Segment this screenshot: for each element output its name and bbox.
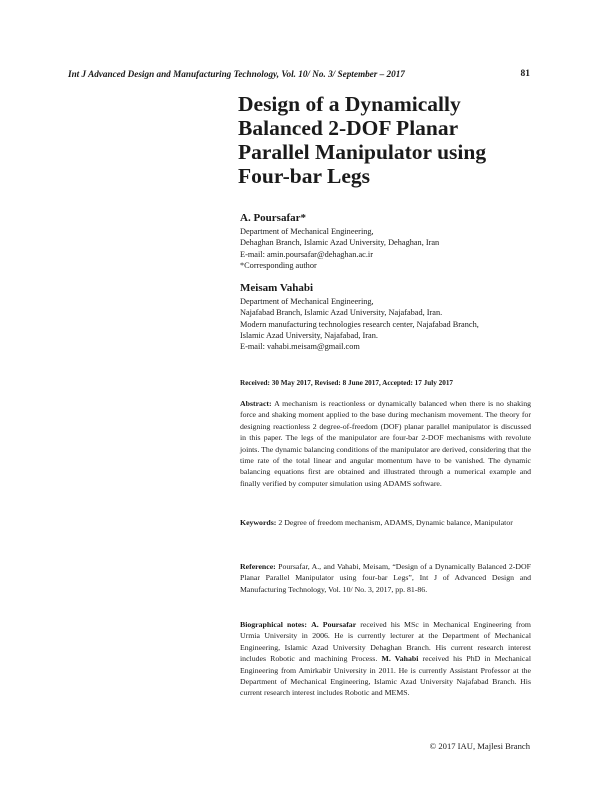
bio-label: Biographical notes: xyxy=(240,620,307,629)
title-line: Balanced 2-DOF Planar xyxy=(238,116,459,140)
affiliation-line: Najafabad Branch, Islamic Azad University, Najafabad, Iran. xyxy=(240,308,443,318)
biographical-notes xyxy=(240,619,531,699)
bio-author1-text: received his MSc in Mechanical Engineering from Urmia University in 2006. He is currently lecturer at the Department of Mechanical Engineering, Islamic Azad University Dehaghan Branch. His current research interest includes Robotic and machining Process. xyxy=(240,620,532,664)
reference-label: Reference: xyxy=(240,562,276,571)
corresponding-note: *Corresponding author xyxy=(240,260,317,270)
author-name: A. Poursafar* xyxy=(240,212,306,224)
copyright-footer: © 2017 IAU, Majlesi Branch xyxy=(429,741,530,751)
bio-author2-text: received his PhD in Mechanical Engineering from Amirkabir University in 2011. He is currently Assistant Professor at the Department of Mechanical Engineering, Islamic Azad University Najafabad Branch. His current research interest includes Robotic and MEMS. xyxy=(240,654,531,698)
abstract xyxy=(240,398,531,489)
keywords xyxy=(240,517,531,528)
keywords-text: 2 Degree of freedom mechanism, ADAMS, Dynamic balance, Manipulator xyxy=(278,518,513,527)
author-email: E-mail: vahabi.meisam@gmail.com xyxy=(240,342,360,352)
affiliation-line: Department of Mechanical Engineering, xyxy=(240,297,374,306)
title-line: Parallel Manipulator using xyxy=(238,140,487,164)
author-block xyxy=(240,281,540,352)
article-dates: Received: 30 May 2017, Revised: 8 June 2017, Accepted: 17 July 2017 xyxy=(240,379,454,387)
abstract-label: Abstract: xyxy=(240,399,272,408)
journal-citation: Int J Advanced Design and Manufacturing Technology, Vol. 10/ No. 3/ September – 2017 xyxy=(68,69,405,79)
author-email: E-mail: amin.poursafar@dehaghan.ac.ir xyxy=(240,249,373,259)
affiliation-line: Department of Mechanical Engineering, xyxy=(240,227,374,236)
author-name: Meisam Vahabi xyxy=(240,282,314,294)
abstract-text: A mechanism is reactionless or dynamically balanced when there is no shaking force and shaking moment applied to the base during mechanism movement. The theory for designing reactionless 2 degree-of-freedom (DOF) planar parallel manipulator is discussed in this paper. The legs of the manipulator are four-bar 2-DOF mechanisms with revolute joints. The dynamic balancing conditions of the manipulator are derived, considering that the time rate of the total linear and angular momentum have to be vanished. The dynamic balancing equations first are obtained and illustrated through a numerical example and finally verified by computer simulation using ADAMS software. xyxy=(240,399,531,488)
title-line: Four-bar Legs xyxy=(238,164,370,188)
author-block xyxy=(240,211,540,271)
affiliation-line: Modern manufacturing technologies research center, Najafabad Branch, xyxy=(240,319,479,329)
keywords-label: Keywords: xyxy=(240,518,277,527)
affiliation-line: Dehaghan Branch, Islamic Azad University, Dehaghan, Iran xyxy=(240,238,440,248)
running-header xyxy=(68,69,530,83)
paper-title xyxy=(238,92,538,188)
page-number: 81 xyxy=(520,69,530,79)
bio-author1-name: A. Poursafar xyxy=(311,620,357,629)
title-line: Design of a Dynamically xyxy=(238,92,461,116)
affiliation-line: Islamic Azad University, Najafabad, Iran. xyxy=(240,330,378,340)
reference-text: Poursafar, A., and Vahabi, Meisam, “Design of a Dynamically Balanced 2-DOF Planar Parallel Manipulator using four-bar Legs”, Int J of Advanced Design and Manufacturing Technology, Vol. 10/ No. 3, 2017, pp. 81-86. xyxy=(240,562,531,594)
bio-author2-name: M. Vahabi xyxy=(381,654,419,664)
reference xyxy=(240,561,531,595)
